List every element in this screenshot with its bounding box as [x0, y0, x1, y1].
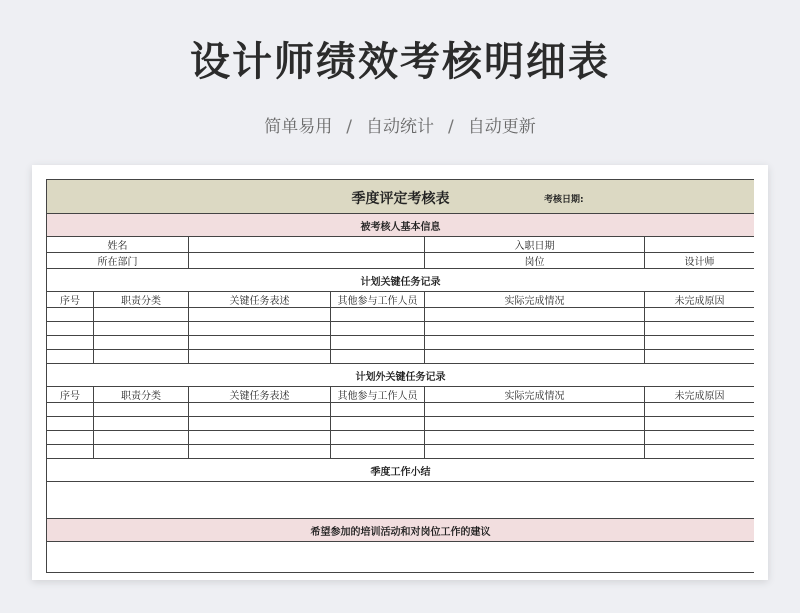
table-row: [47, 336, 755, 350]
planned-tasks-heading[interactable]: 计划关键任务记录: [47, 269, 755, 292]
table-cell[interactable]: [94, 308, 189, 322]
table-cell[interactable]: [425, 431, 645, 445]
table-cell[interactable]: [189, 308, 331, 322]
basic-info-row-2: [47, 253, 755, 269]
preview-card: [32, 165, 768, 580]
table-cell[interactable]: [425, 322, 645, 336]
suggestion-content-row: [47, 542, 755, 573]
table-cell[interactable]: [94, 431, 189, 445]
col-header-index[interactable]: 序号: [47, 387, 94, 403]
table-row: [47, 417, 755, 431]
tag-separator: /: [346, 117, 352, 137]
table-cell[interactable]: [94, 350, 189, 364]
spreadsheet: [46, 179, 754, 580]
table-cell[interactable]: [425, 403, 645, 417]
table-cell[interactable]: [645, 417, 755, 431]
form-title-cell[interactable]: [47, 180, 755, 214]
table-cell[interactable]: [94, 445, 189, 459]
col-header-participants[interactable]: 其他参与工作人员: [331, 387, 425, 403]
table-cell[interactable]: [425, 417, 645, 431]
planned-tasks-header-row: [47, 292, 755, 308]
table-cell[interactable]: [189, 445, 331, 459]
table-cell[interactable]: [425, 445, 645, 459]
table-cell[interactable]: [47, 308, 94, 322]
suggestion-heading-row: [47, 519, 755, 542]
col-header-index[interactable]: 序号: [47, 292, 94, 308]
unplanned-tasks-header-row: [47, 387, 755, 403]
form-title-row: [47, 180, 755, 214]
table-cell[interactable]: [94, 403, 189, 417]
table-cell[interactable]: [47, 322, 94, 336]
tag-easy-to-use: 简单易用: [264, 117, 333, 137]
table-cell[interactable]: [189, 350, 331, 364]
col-header-task[interactable]: 关键任务表述: [189, 292, 331, 308]
table-cell[interactable]: [331, 431, 425, 445]
feature-tags: [0, 112, 800, 137]
name-value-cell[interactable]: [189, 237, 425, 253]
table-cell[interactable]: [645, 336, 755, 350]
table-cell[interactable]: [47, 417, 94, 431]
form-title: 季度评定考核表: [351, 191, 450, 207]
table-row: [47, 403, 755, 417]
table-cell[interactable]: [645, 431, 755, 445]
unplanned-tasks-heading-row: [47, 364, 755, 387]
table-cell[interactable]: [331, 336, 425, 350]
col-header-participants[interactable]: 其他参与工作人员: [331, 292, 425, 308]
col-header-reason[interactable]: 未完成原因: [645, 292, 755, 308]
table-row: [47, 350, 755, 364]
basic-info-heading[interactable]: 被考核人基本信息: [47, 214, 755, 237]
table-cell[interactable]: [47, 445, 94, 459]
basic-info-row-1: [47, 237, 755, 253]
col-header-task[interactable]: 关键任务表述: [189, 387, 331, 403]
table-cell[interactable]: [94, 336, 189, 350]
col-header-category[interactable]: 职责分类: [94, 387, 189, 403]
quarterly-summary-cell[interactable]: [47, 482, 755, 519]
evaluation-date-label: 考核日期:: [544, 195, 584, 205]
table-cell[interactable]: [645, 403, 755, 417]
table-row: [47, 445, 755, 459]
training-suggestion-heading[interactable]: 希望参加的培训活动和对岗位工作的建议: [47, 519, 755, 542]
table-cell[interactable]: [47, 336, 94, 350]
table-cell[interactable]: [331, 417, 425, 431]
hire-date-label-cell[interactable]: 入职日期: [425, 237, 645, 253]
summary-heading-row: [47, 459, 755, 482]
table-cell[interactable]: [189, 403, 331, 417]
table-cell[interactable]: [645, 322, 755, 336]
summary-content-row: [47, 482, 755, 519]
table-cell[interactable]: [331, 445, 425, 459]
table-cell[interactable]: [189, 322, 331, 336]
table-cell[interactable]: [425, 350, 645, 364]
dept-value-cell[interactable]: [189, 253, 425, 269]
table-row: [47, 322, 755, 336]
table-cell[interactable]: [47, 431, 94, 445]
table-cell[interactable]: [645, 350, 755, 364]
position-label-cell[interactable]: 岗位: [425, 253, 645, 269]
table-cell[interactable]: [331, 350, 425, 364]
table-cell[interactable]: [331, 322, 425, 336]
name-label-cell[interactable]: 姓名: [47, 237, 189, 253]
col-header-category[interactable]: 职责分类: [94, 292, 189, 308]
table-row: [47, 308, 755, 322]
table-cell[interactable]: [94, 417, 189, 431]
table-cell[interactable]: [189, 431, 331, 445]
training-suggestion-cell[interactable]: [47, 542, 755, 573]
col-header-completion[interactable]: 实际完成情况: [425, 292, 645, 308]
tag-separator: /: [448, 117, 454, 137]
tag-auto-stats: 自动统计: [366, 117, 434, 137]
table-row: [47, 431, 755, 445]
hire-date-value-cell[interactable]: [645, 237, 755, 253]
table-cell[interactable]: [94, 322, 189, 336]
table-cell[interactable]: [47, 403, 94, 417]
position-value-cell[interactable]: 设计师: [645, 253, 755, 269]
table-cell[interactable]: [645, 445, 755, 459]
table-cell[interactable]: [425, 336, 645, 350]
evaluation-form-table: [46, 179, 754, 573]
dept-label-cell[interactable]: 所在部门: [47, 253, 189, 269]
table-cell[interactable]: [189, 336, 331, 350]
planned-tasks-heading-row: [47, 269, 755, 292]
table-cell[interactable]: [331, 403, 425, 417]
unplanned-tasks-heading[interactable]: 计划外关键任务记录: [47, 364, 755, 387]
col-header-completion[interactable]: 实际完成情况: [425, 387, 645, 403]
table-cell[interactable]: [331, 308, 425, 322]
tag-auto-update: 自动更新: [467, 117, 536, 137]
table-cell[interactable]: [189, 417, 331, 431]
col-header-reason[interactable]: 未完成原因: [645, 387, 755, 403]
page-title: 设计师绩效考核明细表: [190, 39, 610, 85]
table-cell[interactable]: [47, 350, 94, 364]
table-cell[interactable]: [425, 308, 645, 322]
quarterly-summary-heading[interactable]: 季度工作小结: [47, 459, 755, 482]
table-cell[interactable]: [645, 308, 755, 322]
basic-info-heading-row: [47, 214, 755, 237]
